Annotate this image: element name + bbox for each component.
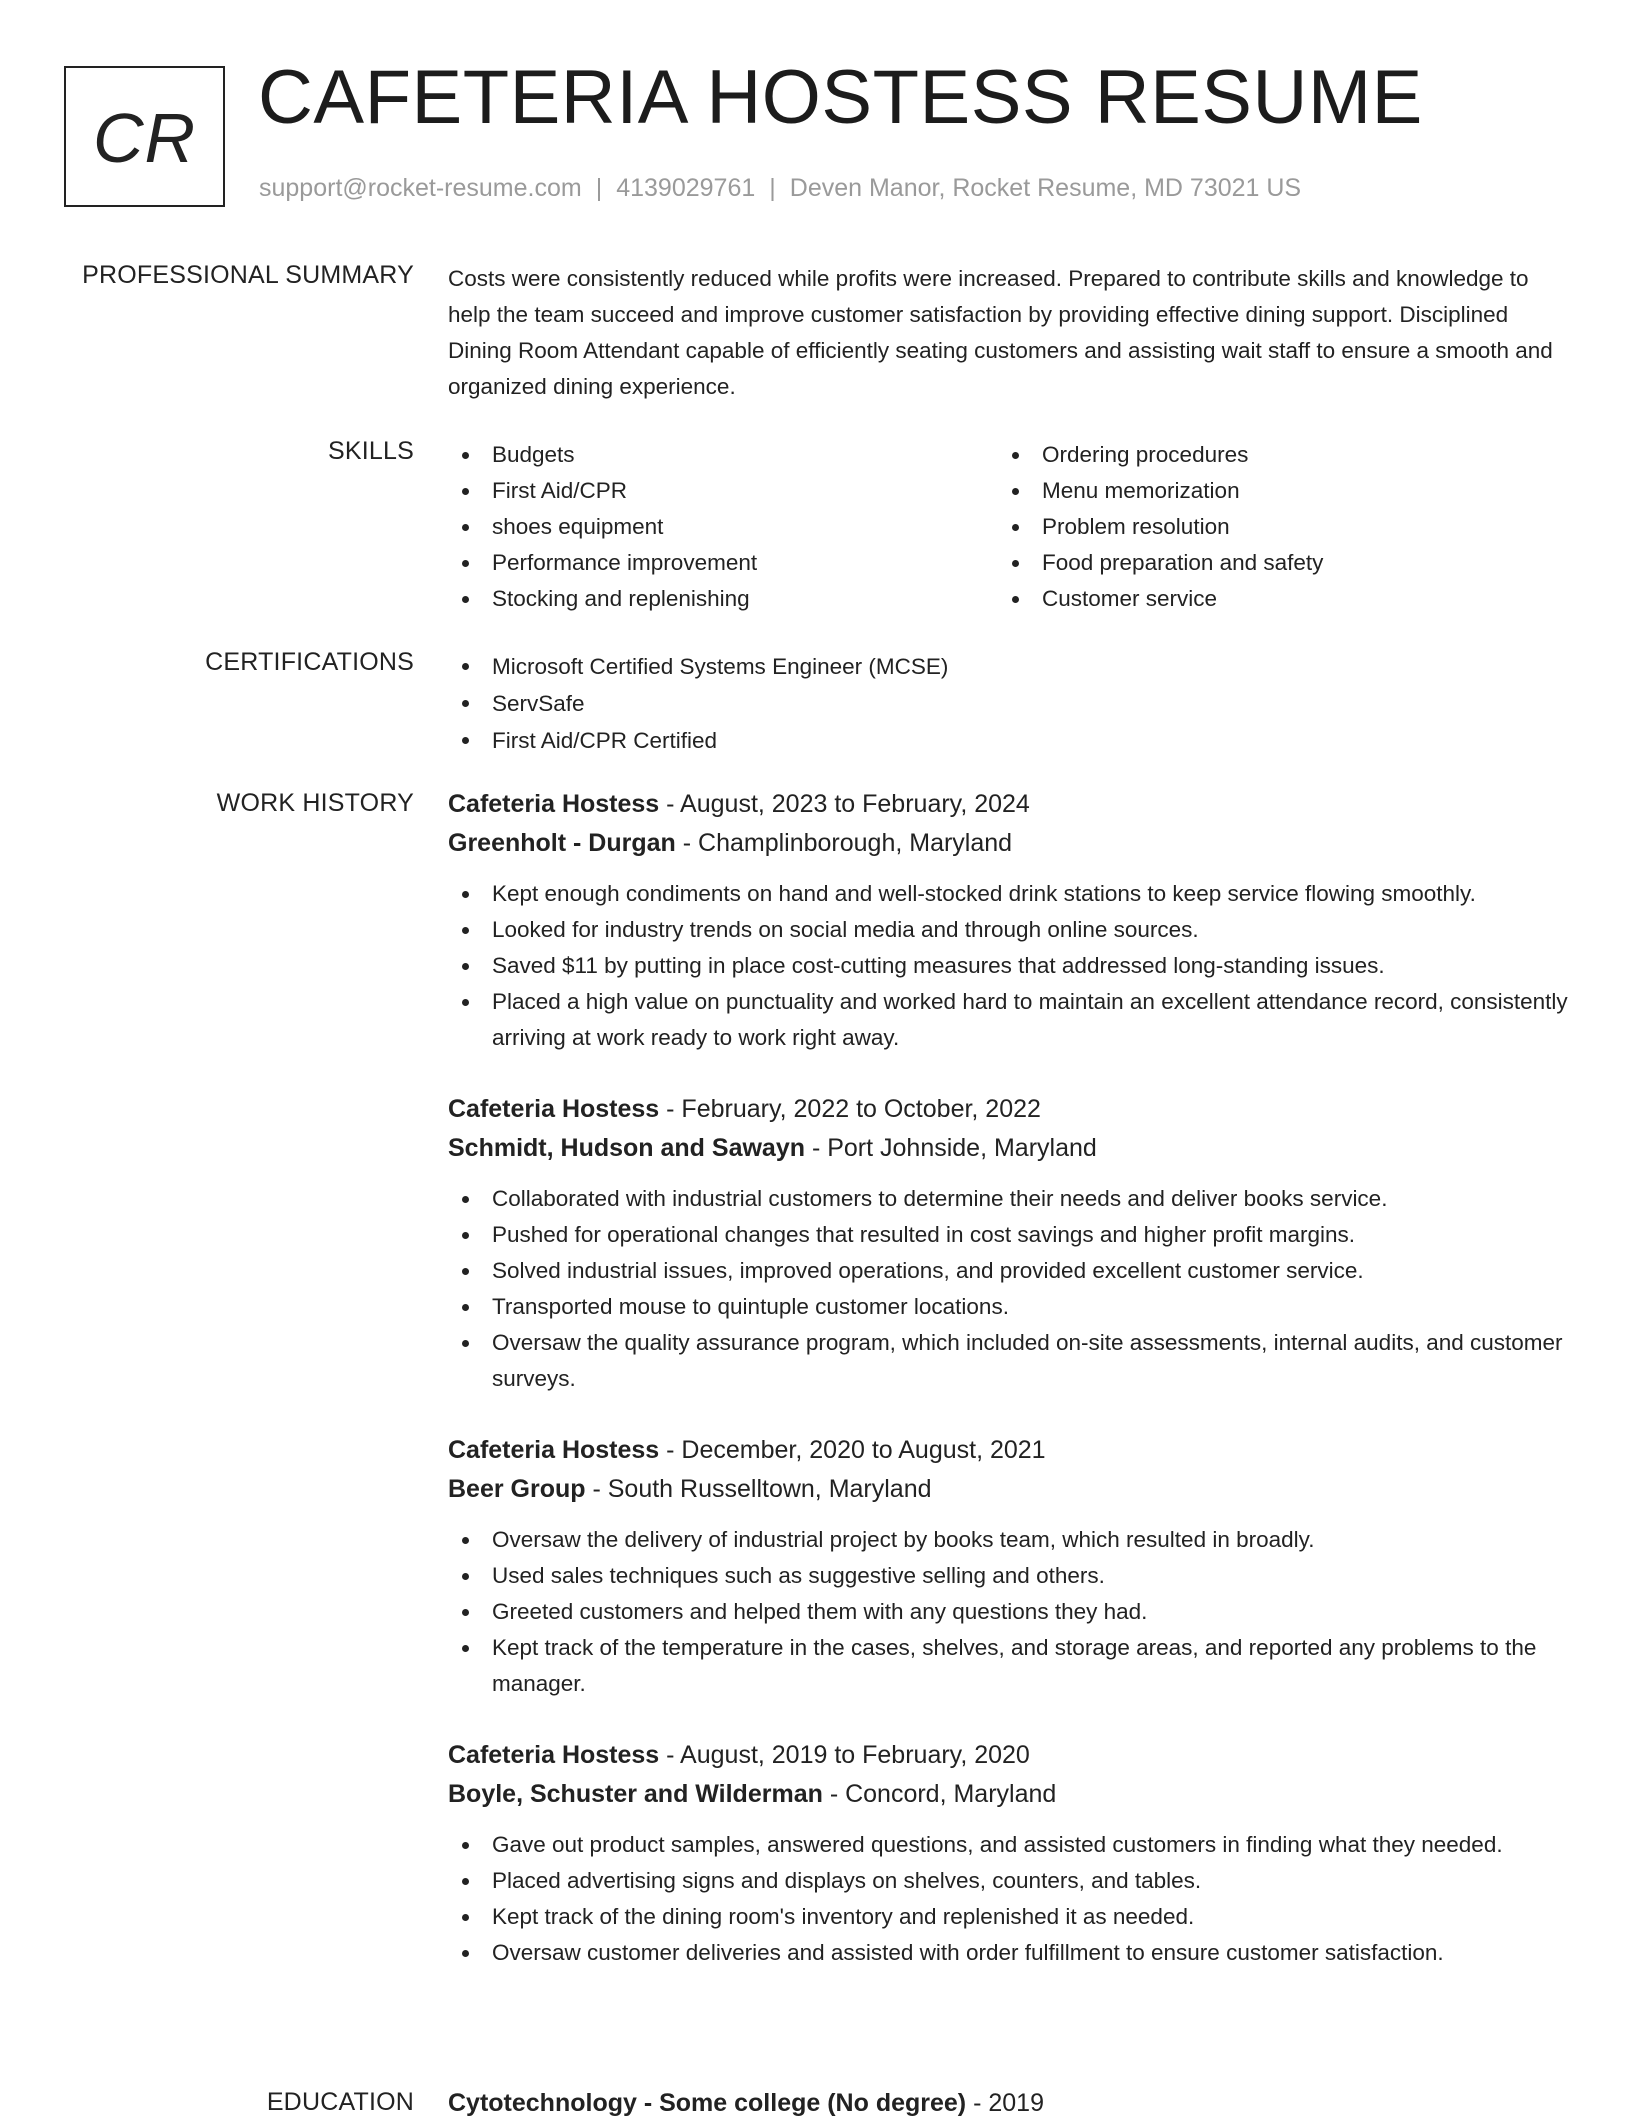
certifications-list <box>448 648 1570 759</box>
section-label-certifications: CERTIFICATIONS <box>205 648 414 676</box>
job-bullet: Kept track of the dining room's inventory and replenished it as needed. <box>448 1899 1570 1935</box>
certification-item: Microsoft Certified Systems Engineer (MCSE) <box>448 648 1570 685</box>
job-bullet: Placed advertising signs and displays on shelves, counters, and tables. <box>448 1863 1570 1899</box>
contact-separator: | <box>769 174 776 202</box>
job-entry <box>448 1736 1570 1971</box>
job-company: Boyle, Schuster and Wilderman <box>448 1780 823 1808</box>
job-company-line <box>448 1470 1570 1509</box>
skill-item: First Aid/CPR <box>448 473 998 509</box>
job-title: Cafeteria Hostess <box>448 790 660 818</box>
job-bullet: Oversaw the delivery of industrial project by books team, which resulted in broadly. <box>448 1522 1570 1558</box>
section-label-work-history: WORK HISTORY <box>216 789 414 817</box>
contact-separator: | <box>595 174 603 202</box>
job-bullet: Looked for industry trends on social media and through online sources. <box>448 912 1570 948</box>
job-bullet: Kept enough condiments on hand and well-stocked drink stations to keep service flowing smoothly. <box>448 876 1570 912</box>
job-company: Greenholt - Durgan <box>448 829 676 857</box>
job-bullet: Saved $11 by putting in place cost-cutting measures that addressed long-standing issues. <box>448 948 1570 984</box>
job-title: Cafeteria Hostess <box>448 1741 660 1769</box>
education-line <box>448 2084 1570 2123</box>
job-location: - Champlinborough, Maryland <box>675 829 1013 857</box>
job-bullet: Oversaw the quality assurance program, which included on-site assessments, internal audits, and customer surveys. <box>448 1325 1570 1397</box>
section-label-education: EDUCATION <box>266 2088 414 2116</box>
monogram-initials: CR <box>92 98 197 177</box>
skills-list-left <box>448 437 998 617</box>
contact-email[interactable]: support@rocket-resume.com <box>259 174 582 202</box>
education-degree: Cytotechnology - Some college (No degree) <box>448 2089 967 2117</box>
contact-phone[interactable]: 4139029761 <box>616 174 756 202</box>
job-entry <box>448 1090 1570 1397</box>
job-bullet: Greeted customers and helped them with any questions they had. <box>448 1594 1570 1630</box>
job-bullet: Pushed for operational changes that resulted in cost savings and higher profit margins. <box>448 1217 1570 1253</box>
job-location: - South Russelltown, Maryland <box>585 1475 932 1503</box>
job-bullet: Transported mouse to quintuple customer locations. <box>448 1289 1570 1325</box>
job-entry <box>448 785 1570 1056</box>
job-bullets <box>448 876 1570 1056</box>
certification-item: First Aid/CPR Certified <box>448 722 1570 759</box>
job-dates: - August, 2023 to February, 2024 <box>659 790 1030 818</box>
skill-item: Problem resolution <box>998 509 1548 545</box>
job-title-line <box>448 1431 1570 1470</box>
certification-item: ServSafe <box>448 685 1570 722</box>
skill-item: Performance improvement <box>448 545 998 581</box>
job-dates: - December, 2020 to August, 2021 <box>659 1436 1046 1464</box>
skills-list-right <box>998 437 1548 617</box>
job-bullet: Collaborated with industrial customers to determine their needs and deliver books service. <box>448 1181 1570 1217</box>
job-bullet: Kept track of the temperature in the cases, shelves, and storage areas, and reported any problems to the manager. <box>448 1630 1570 1702</box>
contact-line <box>259 174 1301 203</box>
job-company-line <box>448 1129 1570 1168</box>
job-bullets <box>448 1827 1570 1971</box>
summary-text: Costs were consistently reduced while profits were increased. Prepared to contribute skills and knowledge to help the team succeed and improve customer satisfaction by providing effective dining support. Disciplined Dining Room Attendant capable of efficiently seating customers and assisting wait staff to ensure a smooth and organized dining experience. <box>448 266 1553 399</box>
job-location: - Concord, Maryland <box>822 1780 1057 1808</box>
job-bullets <box>448 1522 1570 1702</box>
job-title-line <box>448 1090 1570 1129</box>
contact-address: Deven Manor, Rocket Resume, MD 73021 US <box>789 174 1302 202</box>
resume-title: CAFETERIA HOSTESS RESUME <box>258 55 1423 140</box>
job-location: - Port Johnside, Maryland <box>805 1134 1097 1162</box>
job-bullet: Solved industrial issues, improved operations, and provided excellent customer service. <box>448 1253 1570 1289</box>
section-label-skills: SKILLS <box>328 437 414 465</box>
job-bullet: Oversaw customer deliveries and assisted with order fulfillment to ensure customer satisfaction. <box>448 1935 1570 1971</box>
job-title: Cafeteria Hostess <box>448 1436 660 1464</box>
job-bullets <box>448 1181 1570 1397</box>
job-entry <box>448 1431 1570 1702</box>
skill-item: Customer service <box>998 581 1548 617</box>
job-company: Beer Group <box>448 1475 586 1503</box>
job-title-line <box>448 1736 1570 1775</box>
skill-item: Stocking and replenishing <box>448 581 998 617</box>
job-title: Cafeteria Hostess <box>448 1095 660 1123</box>
job-company: Schmidt, Hudson and Sawayn <box>448 1134 805 1162</box>
education-year: - 2019 <box>966 2089 1044 2117</box>
job-company-line <box>448 824 1570 863</box>
skill-item: Ordering procedures <box>998 437 1548 473</box>
job-bullet: Placed a high value on punctuality and worked hard to maintain an excellent attendance record, consistently arriving at work ready to work right away. <box>448 984 1570 1056</box>
section-label-summary: PROFESSIONAL SUMMARY <box>82 261 414 289</box>
skill-item: Menu memorization <box>998 473 1548 509</box>
job-dates: - August, 2019 to February, 2020 <box>659 1741 1030 1769</box>
monogram-box <box>64 66 225 207</box>
job-title-line <box>448 785 1570 824</box>
job-bullet: Used sales techniques such as suggestive selling and others. <box>448 1558 1570 1594</box>
job-bullet: Gave out product samples, answered questions, and assisted customers in finding what they needed. <box>448 1827 1570 1863</box>
skill-item: Budgets <box>448 437 998 473</box>
skill-item: Food preparation and safety <box>998 545 1548 581</box>
job-company-line <box>448 1775 1570 1814</box>
job-dates: - February, 2022 to October, 2022 <box>659 1095 1041 1123</box>
skill-item: shoes equipment <box>448 509 998 545</box>
